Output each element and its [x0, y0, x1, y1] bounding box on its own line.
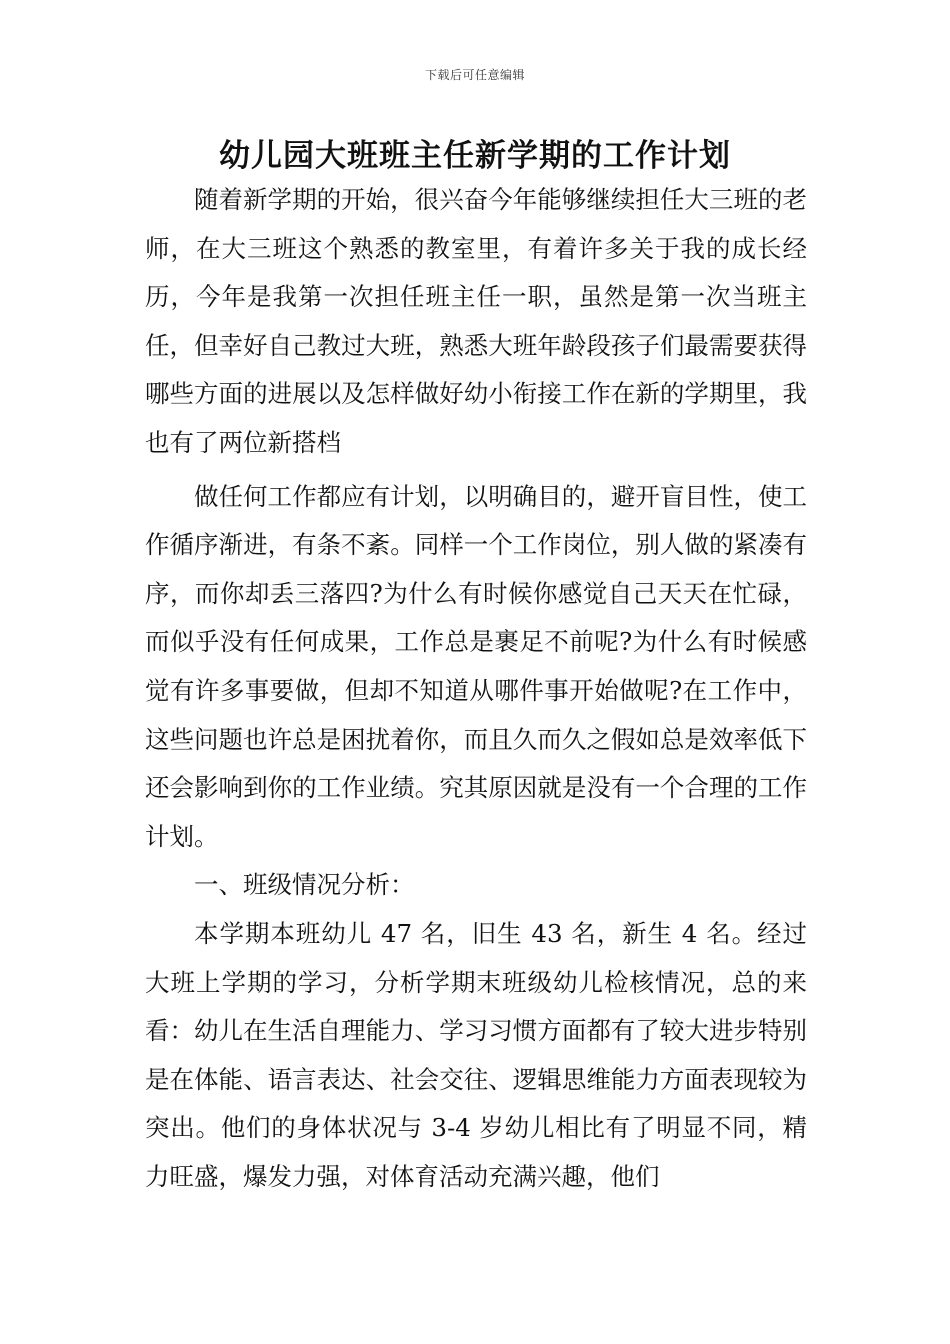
paragraph-intro: 随着新学期的开始，很兴奋今年能够继续担任大三班的老师，在大三班这个熟悉的教室里，有着许多关于我的成长经历，今年是我第一次担任班主任一职，虽然是第一次当班主任，但幸好自己教过大班，熟悉大班年龄段孩子们最需要获得哪些方面的进展以及怎样做好幼小衔接工作在新的学期里，我也有了两位新搭档 [145, 185, 807, 457]
paragraph-planning: 做任何工作都应有计划，以明确目的，避开盲目性，使工作循序渐进，有条不紊。同样一个工作岗位，别人做的紧凑有序，而你却丢三落四?为什么有时候你感觉自己天天在忙碌，而似乎没有任何成果，工作总是裹足不前呢?为什么有时候感觉有许多事要做，但却不知道从哪件事开始做呢?在工作中，这些问题也许总是困扰着你，而且久而久之假如总是效率低下还会影响到你的工作业绩。究其原因就是没有一个合理的工作计划。 [145, 481, 807, 851]
document-title: 幼儿园大班班主任新学期的工作计划 [219, 138, 731, 174]
paragraph-class-analysis: 本学期本班幼儿 47 名，旧生 43 名，新生 4 名。经过大班上学期的学习，分析学期末班级幼儿检核情况，总的来看：幼儿在生活自理能力、学习习惯方面都有了较大进步特别是在体能、语言表达、社会交往、逻辑思维能力方面表现较为突出。他们的身体状况与 3-4 岁幼儿相比有了明显不同，精力旺盛，爆发力强，对体育活动充满兴趣，他们 [145, 918, 807, 1191]
section-heading-class-analysis: 一、班级情况分析： [194, 870, 415, 900]
header-note: 下载后可任意编辑 [424, 68, 525, 82]
document-body [145, 176, 807, 1201]
